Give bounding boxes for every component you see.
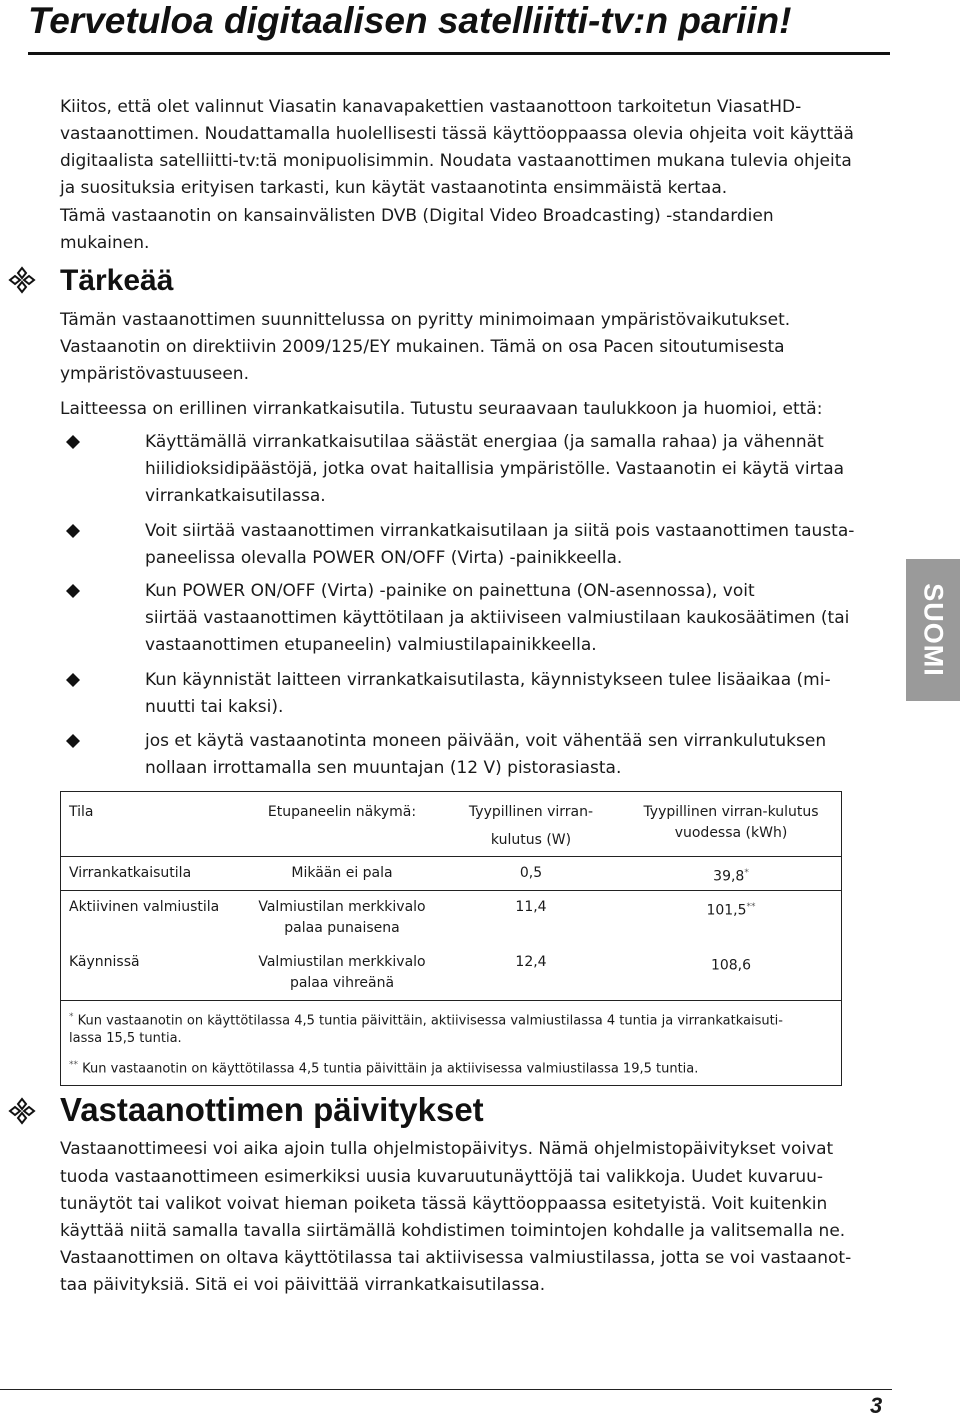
table-header-power: kulutus (W): [490, 832, 572, 848]
updates-line: Vastaanottimen on oltava käyttötilassa tai aktiivisessa valmiustilassa, jotta se voi vastaanot-: [60, 1248, 852, 1268]
table-cell-display: Mikään ei pala: [291, 865, 393, 881]
annual-value: 101,5: [706, 902, 747, 919]
table-cell-power: 12,4: [515, 954, 547, 970]
bullet-line: virrankatkaisutilassa.: [145, 486, 326, 506]
language-tab: [906, 559, 960, 701]
table-header-mode: Tila: [69, 804, 94, 820]
intro-line: Kiitos, että olet valinnut Viasatin kanavapakettien vastaanottoon tarkoitetun ViasatHD-: [60, 97, 802, 117]
updates-line: käyttää niitä samalla tavalla siirtämällä kohdistimen toimintojen kohdalle ja valitsemalla ne.: [60, 1221, 846, 1241]
table-header-annual: vuodessa (kWh): [674, 825, 788, 841]
bullet-line: Kun käynnistät laitteen virrankatkaisutilasta, käynnistykseen tulee lisäaikaa (mi-: [145, 670, 831, 690]
footnote-mark: *: [69, 1012, 74, 1022]
bullet-line: Käyttämällä virrankatkaisutilaa säästät energiaa (ja samalla rahaa) ja vähennät: [145, 432, 824, 452]
table-cell-power: 11,4: [515, 899, 547, 915]
intro-line: Tämä vastaanotin on kansainvälisten DVB (Digital Video Broadcasting) -standardien: [60, 206, 774, 226]
table-cell-display: palaa vihreänä: [289, 975, 395, 991]
table-cell-display: Valmiustilan merkkivalo: [258, 954, 426, 970]
important-note: Laitteessa on erillinen virrankatkaisutila. Tutustu seuraavaan taulukkoon ja huomioi, että:: [60, 399, 823, 419]
table-cell-display: palaa punaisena: [284, 920, 400, 936]
updates-heading: Vastaanottimen päivitykset: [60, 1091, 484, 1128]
updates-line: tuoda vastaanottimeen esimerkiksi uusia kuvaruutunäyttöjä tai valikkoja. Uudet kuvaruu-: [60, 1167, 823, 1187]
footnote-text: Kun vastaanotin on käyttötilassa 4,5 tuntia päivittäin ja aktiivisessa valmiustilassa 19,5 tuntia.: [82, 1061, 699, 1077]
footnote-mark: *: [744, 868, 749, 878]
bullet-line: hiilidioksidipäästöjä, jotka ovat haitallisia ympäristölle. Vastaanotin ei käytä virtaa: [145, 459, 845, 479]
bullet-line: jos et käytä vastaanotinta moneen päivään, voit vähentää sen virrankulutuksen: [145, 731, 827, 751]
table-cell-display: Valmiustilan merkkivalo: [258, 899, 426, 915]
power-table: [60, 791, 842, 1086]
bullet-line: Kun POWER ON/OFF (Virta) -painike on painettuna (ON-asennossa), voit: [145, 581, 755, 601]
important-line: ympäristövastuuseen.: [60, 364, 249, 384]
table-header-display: Etupaneelin näkymä:: [267, 804, 417, 820]
important-line: Vastaanotin on direktiivin 2009/125/EY mukainen. Tämä on osa Pacen sitoutumisesta: [60, 337, 785, 357]
updates-line: tunäytöt tai valikot voivat hieman poiketa tässä käyttöoppaassa esitetyistä. Voit kuitenkin: [60, 1194, 828, 1214]
bullet-line: Voit siirtää vastaanottimen virrankatkaisutilaan ja siitä pois vastaanottimen tausta-: [145, 521, 855, 541]
page-title: Tervetuloa digitaalisen satelliitti-tv:n pariin!: [28, 0, 792, 41]
table-cell-power: 0,5: [519, 865, 543, 881]
important-heading: Tärkeää: [60, 264, 174, 297]
table-header-annual: Tyypillinen virran-kulutus: [643, 804, 819, 820]
table-header-power: Tyypillinen virran-: [468, 804, 594, 820]
important-line: Tämän vastaanottimen suunnittelussa on pyritty minimoimaan ympäristövaikutukset.: [60, 310, 791, 330]
footer-rule: [0, 1389, 892, 1390]
intro-line: vastaanottimen. Noudattamalla huolellisesti tässä käyttöoppaassa olevia ohjeita voit käyttää: [60, 124, 854, 144]
annual-value: 108,6: [710, 957, 752, 974]
diamond-icon: [66, 524, 80, 538]
diamond-icon: [66, 584, 80, 598]
bullet-line: siirtää vastaanottimen käyttötilaan ja aktiiviseen valmiustilaan kaukosäätimen (tai: [145, 608, 850, 628]
footnote-text: Kun vastaanotin on käyttötilassa 4,5 tuntia päivittäin, aktiivisessa valmiustilassa 4 tuntia ja virrankatkaisuti-: [77, 1013, 783, 1029]
updates-line: Vastaanottimeesi voi aika ajoin tulla ohjelmistopäivitys. Nämä ohjelmistopäivitykset voivat: [60, 1139, 834, 1159]
annual-value: 39,8: [713, 868, 745, 885]
footnote-mark: **: [746, 902, 756, 912]
updates-line: taa päivityksiä. Sitä ei voi päivittää virrankatkaisutilassa.: [60, 1275, 546, 1295]
bullet-line: nuutti tai kaksi).: [145, 697, 284, 717]
intro-line: ja suosituksia erityisen tarkasti, kun käytät vastaanotinta ensimmäistä kertaa.: [60, 178, 728, 198]
diamond-bullet-icon: [8, 266, 36, 294]
table-rule: [61, 890, 841, 891]
diamond-icon: [66, 435, 80, 449]
language-tab-label: SUOMI: [918, 583, 949, 677]
intro-line: digitaalista satelliitti-tv:tä monipuolisimmin. Noudata vastaanottimen mukana tulevia ohjeita: [60, 151, 852, 171]
table-rule: [61, 856, 841, 857]
page-number: 3: [870, 1393, 883, 1418]
intro-line: mukainen.: [60, 233, 150, 253]
title-rule: [28, 52, 890, 55]
diamond-bullet-icon: [8, 1097, 36, 1125]
bullet-line: paneelissa olevalla POWER ON/OFF (Virta) -painikkeella.: [145, 548, 623, 568]
footnote-mark: **: [69, 1060, 78, 1070]
footnote: lassa 15,5 tuntia.: [69, 1031, 182, 1046]
bullet-line: vastaanottimen etupaneelin) valmiustilapainikkeella.: [145, 635, 597, 655]
diamond-icon: [66, 734, 80, 748]
bullet-line: nollaan irrottamalla sen muuntajan (12 V) pistorasiasta.: [145, 758, 622, 778]
table-rule: [61, 1000, 841, 1001]
diamond-icon: [66, 673, 80, 687]
table-cell-annual: [631, 863, 831, 888]
footnote: [69, 1054, 829, 1080]
table-cell-mode: Aktiivinen valmiustila: [69, 899, 220, 915]
table-cell-mode: Käynnissä: [69, 954, 140, 970]
table-cell-mode: Virrankatkaisutila: [69, 865, 192, 881]
table-cell-annual: [631, 897, 831, 922]
table-cell-annual: [631, 952, 831, 977]
